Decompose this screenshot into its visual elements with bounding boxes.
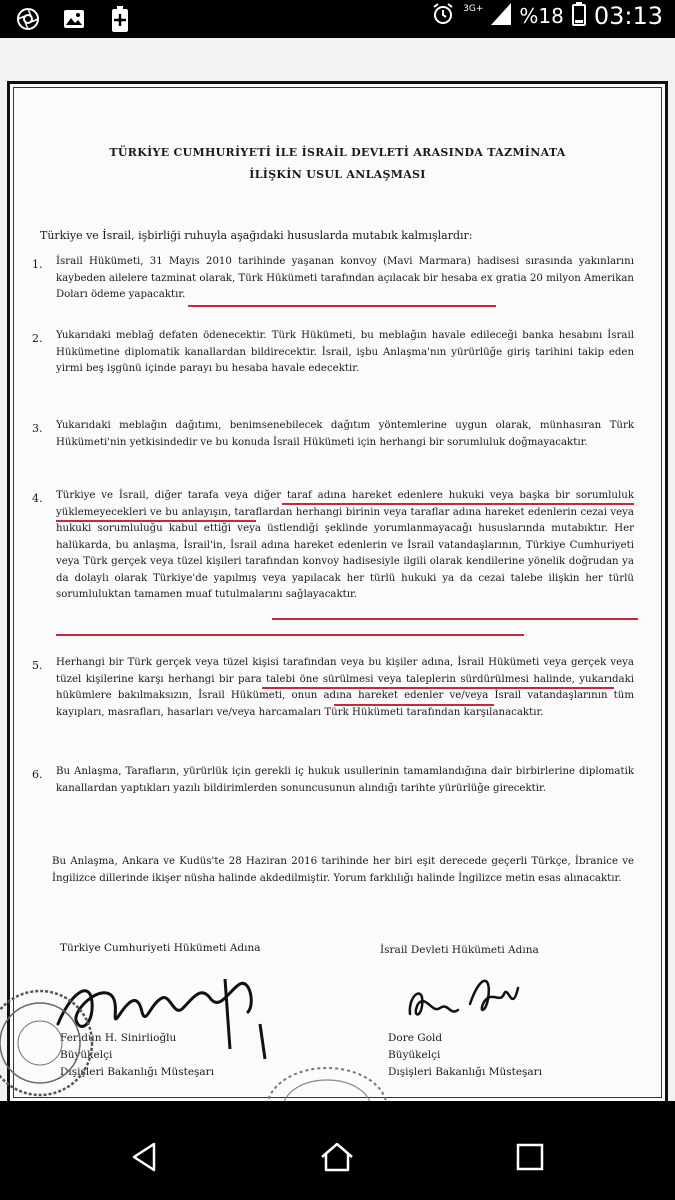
- clause-3-number: 3.: [32, 422, 43, 435]
- recents-button[interactable]: [510, 1137, 550, 1177]
- document-image: [7, 81, 668, 1101]
- clause-1-text: İsrail Hükümeti, 31 Mayıs 2010 tarihinde yaşanan konvoy (Mavi Marmara) hadisesi sırasında yakınlarını kaybeden ailelere tazminat olarak, Türk Hükümeti tarafından açılacak bir hesaba ex gratia 20 milyon Amerikan Doları ödeme yapacaktır.: [56, 256, 634, 300]
- signal-icon: [491, 3, 511, 29]
- right-signatory-heading: İsrail Devleti Hükümeti Adına: [380, 944, 539, 956]
- image-icon: [60, 5, 88, 33]
- clause-3-text: Yukarıdaki meblağın dağıtımı, benimsenebilecek dağıtım yöntemlerine uygun olarak, münhasıran Türk Hükümeti'nin yetkisindedir ve bu konuda İsrail Hükümeti için herhangi bir sorumluluk doğmayacaktır.: [56, 420, 634, 448]
- clause-5-underline-2: [334, 704, 494, 706]
- recents-icon: [515, 1142, 545, 1172]
- clause-4-number: 4.: [32, 492, 43, 505]
- clause-6-number: 6.: [32, 768, 43, 781]
- clause-4-text: Türkiye ve İsrail, diğer tarafa veya diğer taraf adına hareket edenlere hukuki veya başka bir sorumluluk yüklemeyecekleri ve bu anlayışın, taraflardan herhangi birinin veya taraflar adına hareket edenlerin cezai veya hukuki sorumluluğu kabul ettiği veya üstlendiği şeklinde yorumlanmayacağı hususlarında mutabıktır. Her halükarda, bu anlaşma, İsrail'in, İsrail adına hareket edenlerin ve İsrail vatandaşlarının, Türkiye Cumhuriyeti veya Türk gerçek veya tüzel kişileri tarafından konvoy hadisesiyle ilgili olarak kendilerine yönelik doğrudan ya da dolaylı olarak Türkiye'de yapılmış veya yapılacak her türlü hukuki ya da cezai talebe ilişkin her türlü sorumluluktan tamamen muaf tutulmalarını sağlayacaktır.: [56, 490, 634, 600]
- clock: 03:13: [593, 2, 663, 30]
- clause-4-underline-3: [272, 618, 638, 620]
- battery-icon: [572, 2, 586, 30]
- clause-4-underline-1: [282, 503, 634, 505]
- document-title-line2: İLİŞKİN USUL ANLAŞMASI: [249, 168, 426, 181]
- navigation-bar: [0, 1101, 675, 1200]
- clause-4-underline-4: [56, 634, 524, 636]
- clause-5-underline-1: [262, 687, 614, 689]
- right-signatory-position: Dışişleri Bakanlığı Müsteşarı: [388, 1066, 543, 1078]
- status-icons-left: [14, 5, 134, 33]
- network-type: 3G+: [463, 4, 484, 14]
- battery-saver-icon: [106, 5, 134, 33]
- official-seal-bottom: [262, 1058, 392, 1101]
- right-signature: [400, 964, 540, 1034]
- closing-paragraph: Bu Anlaşma, Ankara ve Kudüs'te 28 Haziran 2016 tarihinde her biri eşit derecede geçerli Türkçe, İbranice ve İngilizce dillerinde ikişer nüsha halinde akdedilmiştir. Yorum farklılığı halinde İngilizce metin esas alınacaktır.: [52, 856, 634, 884]
- alarm-icon: [431, 2, 455, 30]
- image-viewer[interactable]: [0, 38, 675, 1101]
- camera-shutter-icon: [14, 5, 42, 33]
- back-icon: [128, 1141, 160, 1173]
- clause-5-text: Herhangi bir Türk gerçek veya tüzel kişisi tarafından veya bu kişiler adına, İsrail Hükümeti veya gerçek veya tüzel kişilerine karşı herhangi bir para talebi öne sürülmesi veya taleplerin sürdürülmesi halinde, yukarıdaki hükümlere bakılmaksızın, İsrail Hükümeti, onun adına hareket edenler ve/veya İsrail vatandaşlarının tüm kayıpları, masrafları, hasarları ve/veya harcamaları Türk Hükümeti tarafından karşılanacaktır.: [56, 657, 634, 718]
- status-bar: [0, 0, 675, 38]
- right-signatory-rank: Büyükelçi: [388, 1049, 441, 1061]
- left-signatory-rank: Büyükelçi: [60, 1049, 113, 1061]
- clause-6-text: Bu Anlaşma, Tarafların, yürürlük için gerekli iç hukuk usullerinin tamamlandığına dair birbirlerine diplomatik kanallardan yaptıkları yazılı bildirimlerden sonuncusunun alındığı tarihte yürürlüğe girecektir.: [56, 766, 634, 794]
- official-seal-left: [0, 983, 100, 1101]
- home-button[interactable]: [317, 1137, 357, 1177]
- home-icon: [319, 1141, 355, 1173]
- left-signatory-heading: Türkiye Cumhuriyeti Hükümeti Adına: [60, 942, 261, 954]
- left-signatory-name: Feridun H. Sinirlioğlu: [60, 1032, 177, 1044]
- clause-1-underline: [188, 305, 496, 307]
- back-button[interactable]: [124, 1137, 164, 1177]
- document-intro: Türkiye ve İsrail, işbirliği ruhuyla aşağıdaki hususlarda mutabık kalmışlardır:: [40, 229, 473, 242]
- right-signatory-name: Dore Gold: [388, 1032, 443, 1044]
- left-signatory-position: Dışişleri Bakanlığı Müsteşarı: [60, 1066, 215, 1078]
- clause-4-underline-2: [56, 520, 256, 522]
- battery-percent: %18: [519, 4, 564, 28]
- clause-2-text: Yukarıdaki meblağ defaten ödenecektir. Türk Hükümeti, bu meblağın havale edileceği banka hesabını İsrail Hükümetine diplomatik kanallardan bildirecektir. İsrail, işbu Anlaşma'nın yürürlüğe giriş tarihini takip eden yirmi beş işgünü içinde parayı bu hesaba havale edecektir.: [56, 330, 634, 374]
- document-title-line1: TÜRKİYE CUMHURİYETİ İLE İSRAİL DEVLETİ ARASINDA TAZMİNATA: [109, 146, 566, 159]
- clause-5-number: 5.: [32, 659, 43, 672]
- status-icons-right: [431, 2, 663, 30]
- clause-1-number: 1.: [32, 258, 43, 271]
- clause-2-number: 2.: [32, 332, 43, 345]
- right-signatory: [388, 1030, 542, 1081]
